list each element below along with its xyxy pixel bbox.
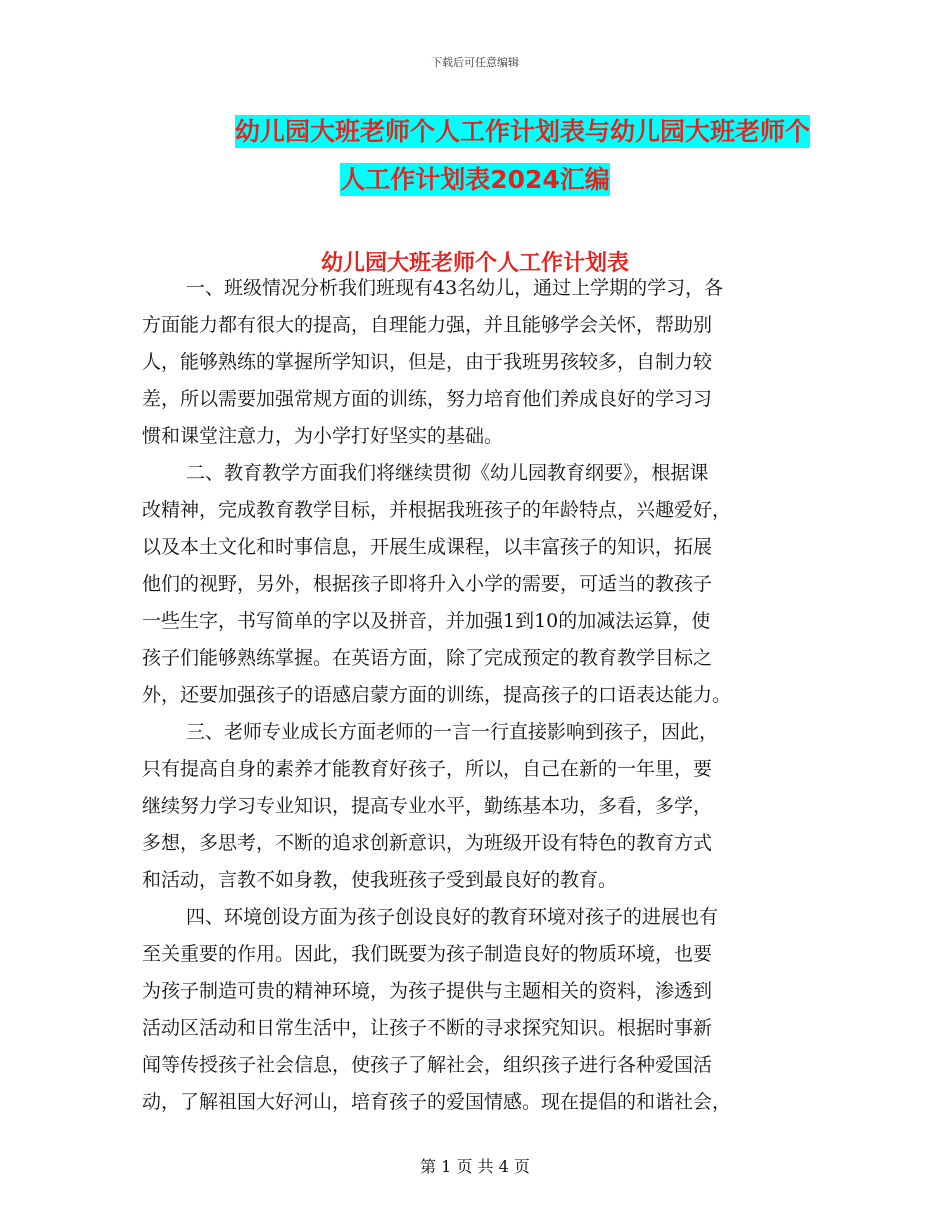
text-line: 方面能力都有很大的提高，自理能力强，并且能够学会关怀，帮助别: [142, 314, 713, 336]
text-line: 多想，多思考，不断的追求创新意识，为班级开设有特色的教育方式: [142, 832, 713, 854]
paragraph-teacher-growth: [142, 714, 810, 899]
text-line: 一、班级情况分析我们班现有43名幼儿，通过上学期的学习，各: [186, 277, 724, 299]
text-line: 继续努力学习专业知识，提高专业水平，勤练基本功，多看，多学，: [142, 795, 713, 817]
text-line: 惯和课堂注意力，为小学打好坚实的基础。: [142, 425, 504, 447]
page-footer: 第 1 页 共 4 页: [420, 1157, 530, 1176]
text-line: 和活动，言教不如身教，使我班孩子受到最良好的教育。: [142, 869, 618, 891]
text-line: 至关重要的作用。因此，我们既要为孩子制造良好的物质环境，也要: [142, 943, 713, 965]
text-line: 为孩子制造可贵的精神环境，为孩子提供与主题相关的资料，渗透到: [142, 980, 713, 1002]
text-line: 三、老师专业成长方面老师的一言一行直接影响到孩子，因此，: [186, 721, 719, 743]
text-line: 四、环境创设方面为孩子创设良好的教育环境对孩子的进展也有: [186, 906, 719, 928]
text-line: 闻等传授孩子社会信息，使孩子了解社会，组织孩子进行各种爱国活: [142, 1054, 713, 1076]
text-line: 他们的视野，另外，根据孩子即将升入小学的需要，可适当的教孩子: [142, 573, 713, 595]
page-header: 下载后可任意编辑: [431, 56, 519, 69]
text-line: 动，了解祖国大好河山，培育孩子的爱国情感。现在提倡的和谐社会，: [142, 1091, 732, 1113]
body-text: [142, 270, 810, 1121]
text-line: 活动区活动和日常生活中，让孩子不断的寻求探究知识。根据时事新: [142, 1017, 713, 1039]
text-line: 孩子们能够熟练掌握。在英语方面，除了完成预定的教育教学目标之: [142, 647, 713, 669]
text-line: 一些生字，书写简单的字以及拼音，并加强1到10的加减法运算，使: [142, 610, 711, 632]
title-highlight-1: 幼儿园大班老师个人工作计划表与幼儿园大班老师个: [234, 117, 810, 146]
title-highlight-2: 人工作计划表2024汇编: [340, 165, 610, 194]
text-line: 只有提高自身的素养才能教育好孩子，所以，自己在新的一年里，要: [142, 758, 713, 780]
text-line: 差，所以需要加强常规方面的训练，努力培育他们养成良好的学习习: [142, 388, 713, 410]
document-title-line-2: [140, 156, 810, 204]
section-heading: 幼儿园大班老师个人工作计划表: [320, 251, 629, 276]
text-line: 人，能够熟练的掌握所学知识，但是，由于我班男孩较多，自制力较: [142, 351, 713, 373]
text-line: 二、教育教学方面我们将继续贯彻《幼儿园教育纲要》，根据课: [186, 462, 709, 484]
text-line: 外，还要加强孩子的语感启蒙方面的训练，提高孩子的口语表达能力。: [142, 684, 732, 706]
document-title: [140, 108, 810, 204]
paragraph-environment: [142, 899, 810, 1121]
text-line: 以及本土文化和时事信息，开展生成课程，以丰富孩子的知识，拓展: [142, 536, 713, 558]
text-line: 改精神，完成教育教学目标，并根据我班孩子的年龄特点，兴趣爱好，: [142, 499, 732, 521]
paragraph-class-analysis: [142, 270, 810, 455]
paragraph-teaching: [142, 455, 810, 714]
document-title-line-1: [140, 108, 810, 156]
